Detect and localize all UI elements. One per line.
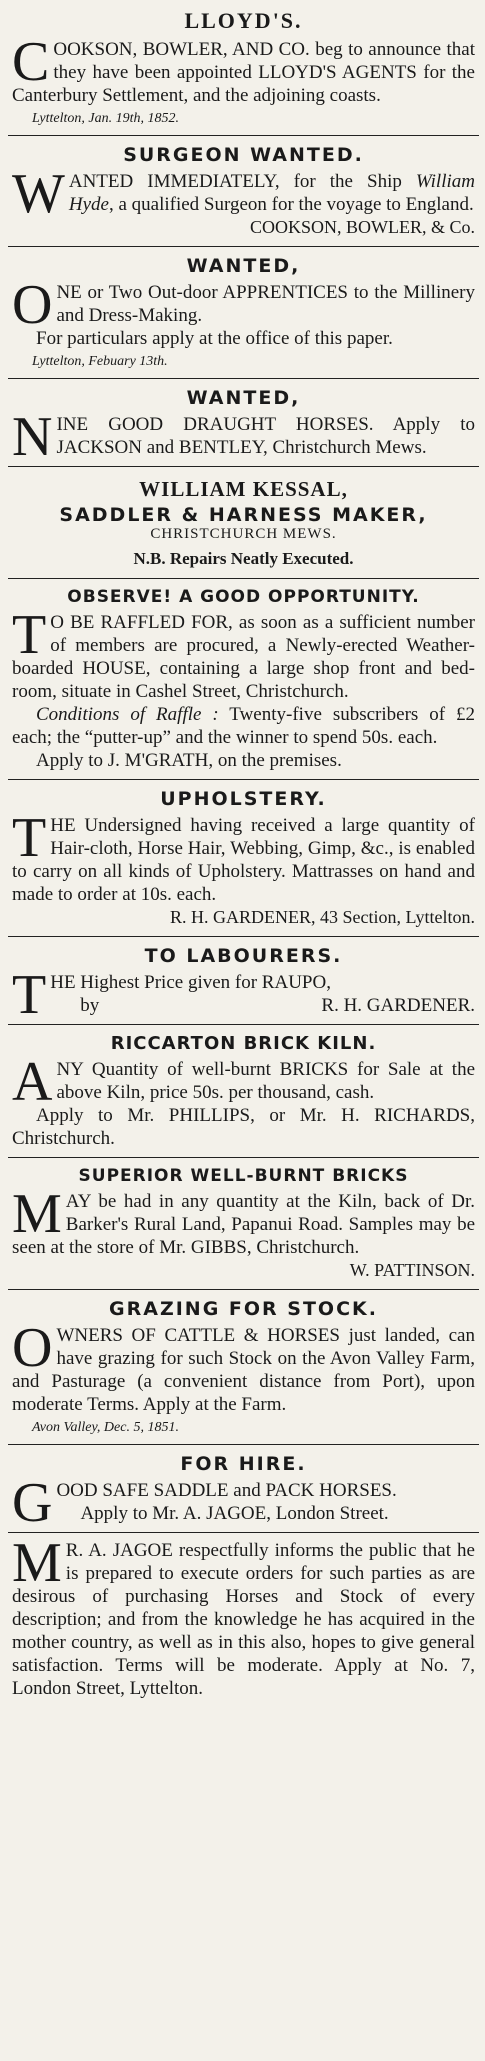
ad-place: CHRISTCHURCH MEWS. <box>150 526 337 542</box>
drop-cap: M <box>12 1183 62 1245</box>
ad-note: N.B. Repairs Neatly Executed. <box>133 549 354 568</box>
ad-heading: WILLIAM KESSAL, <box>139 477 348 501</box>
ad-body: OWNERS OF CATTLE & HORSES just landed, can have grazing for such Stock on the Avon Valley Farm, and Pasturage (a convenient distance from Port), upon moderate Terms. Apply at the Farm. <box>12 1317 475 1415</box>
ad-signature: W. PATTINSON. <box>349 1260 475 1280</box>
ad-signature: R. H. GARDENER, 43 Section, Lyttelton. <box>170 907 475 927</box>
ad-apply: Apply to Mr. PHILLIPS, or Mr. H. RICHARDS, Christchurch. <box>12 1105 475 1149</box>
ad-body: THE Highest Price given for RAUPO, by R. H. GARDENER. <box>12 964 475 1026</box>
ad-body-2: For particulars apply at the office of this paper. <box>36 328 393 349</box>
ad-apply: Apply to Mr. A. JAGOE, London Street. <box>80 1503 389 1524</box>
ad-heading: WANTED, <box>186 255 301 277</box>
ad-dateline: Lyttelton, Febuary 13th. <box>32 354 168 369</box>
ad-labourers <box>8 937 479 1025</box>
ad-heading: LLOYD'S. <box>184 8 303 33</box>
ad-body: MAY be had in any quantity at the Kiln, back of Dr. Barker's Rural Land, Papanui Road. Samples may be seen at the store of Mr. GIBBS, Christchurch. <box>12 1183 475 1258</box>
ad-signature: COOKSON, BOWLER, & Co. <box>249 217 475 237</box>
ad-brick-kiln <box>8 1025 479 1158</box>
ad-grazing <box>8 1290 479 1445</box>
ad-jagoe <box>8 1533 479 1707</box>
ad-apprentices-wanted <box>8 247 479 379</box>
drop-cap: O <box>12 274 53 336</box>
drop-cap: C <box>12 31 50 93</box>
ad-dateline: Lyttelton, Jan. 19th, 1852. <box>32 111 179 126</box>
ad-heading: TO LABOURERS. <box>144 945 343 967</box>
drop-cap: N <box>12 406 53 468</box>
drop-cap: T <box>12 964 47 1026</box>
ad-heading: RICCARTON BRICK KILN. <box>110 1033 377 1054</box>
ad-body: ONE or Two Out-door APPRENTICES to the Millinery and Dress-Making. <box>12 274 475 336</box>
ad-body: COOKSON, BOWLER, AND CO. beg to announce that they have been appointed LLOYD'S AGENTS for the Canterbury Settlement, and the adjoining coasts. <box>12 31 475 106</box>
ad-body: ANY Quantity of well-burnt BRICKS for Sale at the above Kiln, price 50s. per thousand, cash. <box>12 1051 475 1113</box>
ad-heading: SUPERIOR WELL-BURNT BRICKS <box>78 1166 409 1186</box>
ad-raffle <box>8 579 479 780</box>
ad-heading: UPHOLSTERY. <box>160 788 327 810</box>
ad-apply: Apply to J. M'GRATH, on the premises. <box>36 750 342 771</box>
drop-cap: A <box>12 1051 53 1113</box>
ad-horses-wanted <box>8 379 479 467</box>
drop-cap: M <box>12 1532 62 1594</box>
ad-conditions: Conditions of Raffle : Twenty-five subscribers of £2 each; the “putter-up” and the winner to spend 50s. each. <box>12 704 475 748</box>
ad-signature: R. H. GARDENER. <box>321 995 475 1016</box>
ad-body: T O BE RAFFLED FOR, as soon as a sufficient number of members are procured, a Newly-erected Weather-boarded HOUSE, containing a large shop front and bed-room, situate in Cashel Street, Christchurch. <box>12 604 475 702</box>
ad-body: NINE GOOD DRAUGHT HORSES. Apply to JACKSON and BENTLEY, Christchurch Mews. <box>12 406 475 468</box>
drop-cap: W <box>12 163 65 225</box>
drop-cap: T <box>12 807 47 869</box>
ad-superior-bricks <box>8 1158 479 1290</box>
drop-cap: G <box>12 1472 53 1534</box>
drop-cap: T <box>12 604 47 666</box>
ad-dateline: Avon Valley, Dec. 5, 1851. <box>32 1420 179 1435</box>
ad-body: WANTED IMMEDIATELY, for the Ship William Hyde, a qualified Surgeon for the voyage to England. <box>12 163 475 225</box>
ad-for-hire <box>8 1445 479 1533</box>
ad-heading: GRAZING FOR STOCK. <box>109 1298 378 1320</box>
ad-body: GOOD SAFE SADDLE and PACK HORSES. <box>12 1472 397 1534</box>
ad-saddler <box>8 467 479 579</box>
ad-surgeon-wanted <box>8 136 479 247</box>
ad-heading: SURGEON WANTED. <box>123 144 364 166</box>
ad-body: THE Undersigned having received a large quantity of Hair-cloth, Horse Hair, Webbing, Gimp, &c., is enabled to carry on all kinds of Upholstery. Mattrasses on hand and made to order at 10s. each. <box>12 807 475 905</box>
ad-heading: FOR HIRE. <box>180 1453 307 1475</box>
ad-heading: OBSERVE! A GOOD OPPORTUNITY. <box>67 587 420 607</box>
drop-cap: O <box>12 1317 53 1379</box>
ad-lloyds <box>8 0 479 136</box>
ad-upholstery <box>8 780 479 937</box>
ad-subheading: SADDLER & HARNESS MAKER, <box>59 504 428 526</box>
ad-heading: WANTED, <box>186 387 301 409</box>
ad-body: M R. A. JAGOE respectfully informs the public that he is prepared to execute orders for such parties as are desirous of purchasing Horses and Stock of every description; and from the knowledge he has acquired in the mother country, as well as in this also, hopes to give general satisfaction. Terms will be moderate. Apply at No. 7, London Street, Lyttelton. <box>12 1532 475 1699</box>
